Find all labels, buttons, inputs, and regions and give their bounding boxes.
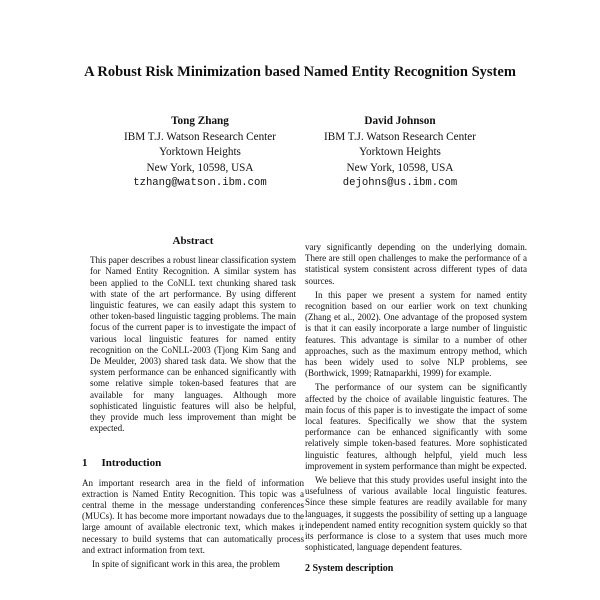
section-heading-system-description: 2 System description xyxy=(305,563,394,575)
intro-paragraph-1: An important research area in the field of information extraction is Named Entity Recognition. This topic was a central theme in the message understanding conferences (MUCs). It has become more important nowadays due to the large amount of available electronic text, which makes it necessary to build systems that can automatically process and extract information from text. xyxy=(82,477,304,555)
section-heading-introduction xyxy=(82,458,304,469)
author-email: dejohns@us.ibm.com xyxy=(342,177,458,189)
author-city: Yorktown Heights xyxy=(159,146,241,158)
left-column xyxy=(82,236,304,570)
right-paragraph-2: In this paper we present a system for named entity recognition based on our earlier work on text chunking (Zhang et al., 2002). One advantage of the proposed system is that it can easily incorporate a large number of linguistic features. This advantage is similar to a number of other approaches, such as the maximum entropy method, which has been widely used to solve NLP problems, see (Borthwick, 1999; Ratnaparkhi, 1999) for example. xyxy=(305,289,527,379)
right-paragraph-4: We believe that this study provides useful insight into the usefulness of various available local linguistic features. Since these simple features are readily available for many languages, it suggests the possibility of setting up a language independent named entity recognition system quickly so that its performance is close to a system that uses much more sophisticated, language dependent features. xyxy=(305,475,527,553)
intro-paragraph-2-start: In spite of significant work in this area, the problem xyxy=(92,559,280,570)
author-address: New York, 10598, USA xyxy=(346,161,454,174)
author-name: Tong Zhang xyxy=(171,115,229,127)
author-block-2 xyxy=(280,114,520,192)
section-number: 1 xyxy=(82,457,88,470)
abstract-text: This paper describes a robust linear classification system for Named Entity Recognition. A similar system has been applied to the CoNLL text chunking shared task with state of the art performance. By using different linguistic features, we can easily adapt this system to other token-based linguistic tagging problems. The main focus of the current paper is to investigate the impact of various local linguistic features for named entity recognition on the CoNLL-2003 (Tjong Kim Sang and De Meulder, 2003) shared task data. We show that the system performance can be enhanced significantly with some relative simple token-based features that are available for many languages. Although more sophisticated linguistic features will also be helpful, they provide much less improvement than might be expected. xyxy=(90,255,296,434)
abstract-heading: Abstract xyxy=(172,235,214,247)
author-city: Yorktown Heights xyxy=(359,146,441,158)
author-email: tzhang@watson.ibm.com xyxy=(133,177,267,189)
author-affiliation: IBM T.J. Watson Research Center xyxy=(324,130,476,143)
paper-title: A Robust Risk Minimization based Named Entity Recognition System xyxy=(84,64,516,80)
right-paragraph-1: vary significantly depending on the underlying domain. There are still open challenges to make the performance of a statistical system consistent across different types of data sources. xyxy=(305,242,527,286)
right-paragraph-3: The performance of our system can be significantly affected by the choice of available linguistic features. The main focus of this paper is to investigate the impact of some local features. Specifically we show that the system performance can be enhanced significantly with some relatively simple token-based features. More sophisticated linguistic features, although helpful, yield much less improvement in system performance than might be expected. xyxy=(305,382,527,471)
author-name: David Johnson xyxy=(364,115,436,127)
section-title: Introduction xyxy=(101,457,162,470)
author-address: New York, 10598, USA xyxy=(146,161,254,174)
right-column xyxy=(305,242,527,575)
author-affiliation: IBM T.J. Watson Research Center xyxy=(124,130,276,143)
